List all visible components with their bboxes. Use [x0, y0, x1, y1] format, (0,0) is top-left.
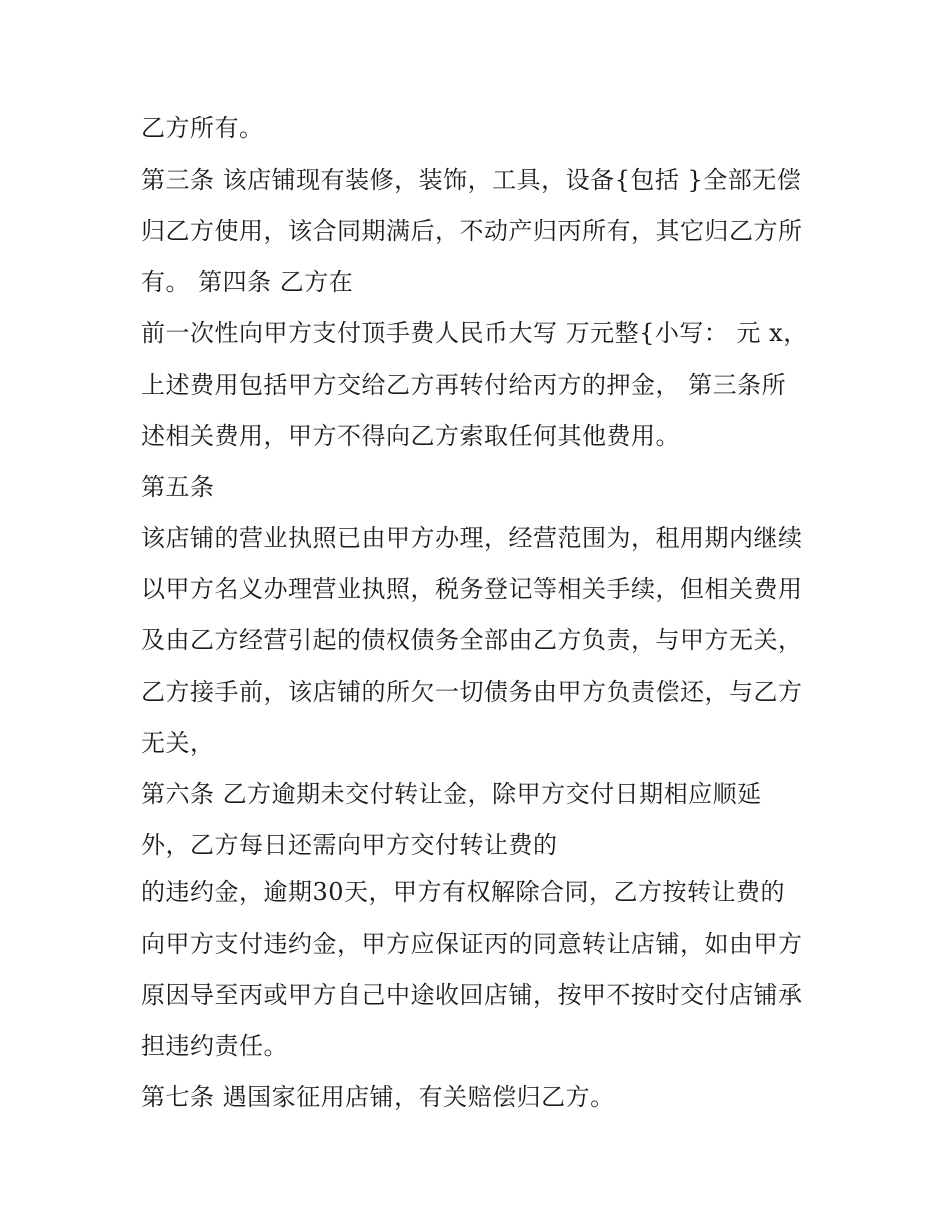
text-line: 述相关费用，甲方不得向乙方索取任何其他费用。	[141, 422, 680, 450]
text-line: 原因导至丙或甲方自己中途收回店铺，按甲不按时交付店铺承	[141, 981, 803, 1009]
text-line: 归乙方使用，该合同期满后，不动产归丙所有，其它归乙方所	[141, 217, 803, 245]
text-line: 该店铺的营业执照已由甲方办理，经营范围为，租用期内继续	[141, 524, 803, 552]
text-line: 上述费用包括甲方交给乙方再转付给丙方的押金， 第三条所	[141, 371, 787, 399]
text-line: 无关，	[141, 729, 215, 757]
article-heading: 第五条	[141, 473, 215, 501]
text-line: 乙方接手前，该店铺的所欠一切债务由甲方负责偿还，与乙方	[141, 678, 803, 706]
text-line: 前一次性向甲方支付顶手费人民币大写 万元整{小写： 元 x，	[141, 319, 808, 347]
text-line: 有。 第四条 乙方在	[141, 268, 354, 296]
text-line: 以甲方名义办理营业执照，税务登记等相关手续，但相关费用	[141, 575, 803, 603]
text-line: 乙方所有。	[141, 114, 264, 142]
text-line: 第三条 该店铺现有装修，装饰，工具，设备{包括 }全部无偿	[141, 166, 802, 194]
text-line: 向甲方支付违约金，甲方应保证丙的同意转让店铺，如由甲方	[141, 930, 803, 958]
text-line: 外，乙方每日还需向甲方交付转让费的	[141, 831, 558, 859]
text-line: 及由乙方经营引起的债权债务全部由乙方负责，与甲方无关，	[141, 626, 803, 654]
text-line: 第七条 遇国家征用店铺，有关赔偿归乙方。	[141, 1083, 615, 1111]
text-line: 担违约责任。	[141, 1032, 288, 1060]
text-line: 第六条 乙方逾期未交付转让金，除甲方交付日期相应顺延	[141, 780, 762, 808]
text-line: 的违约金，逾期30天，甲方有权解除合同，乙方按转让费的	[141, 878, 786, 906]
